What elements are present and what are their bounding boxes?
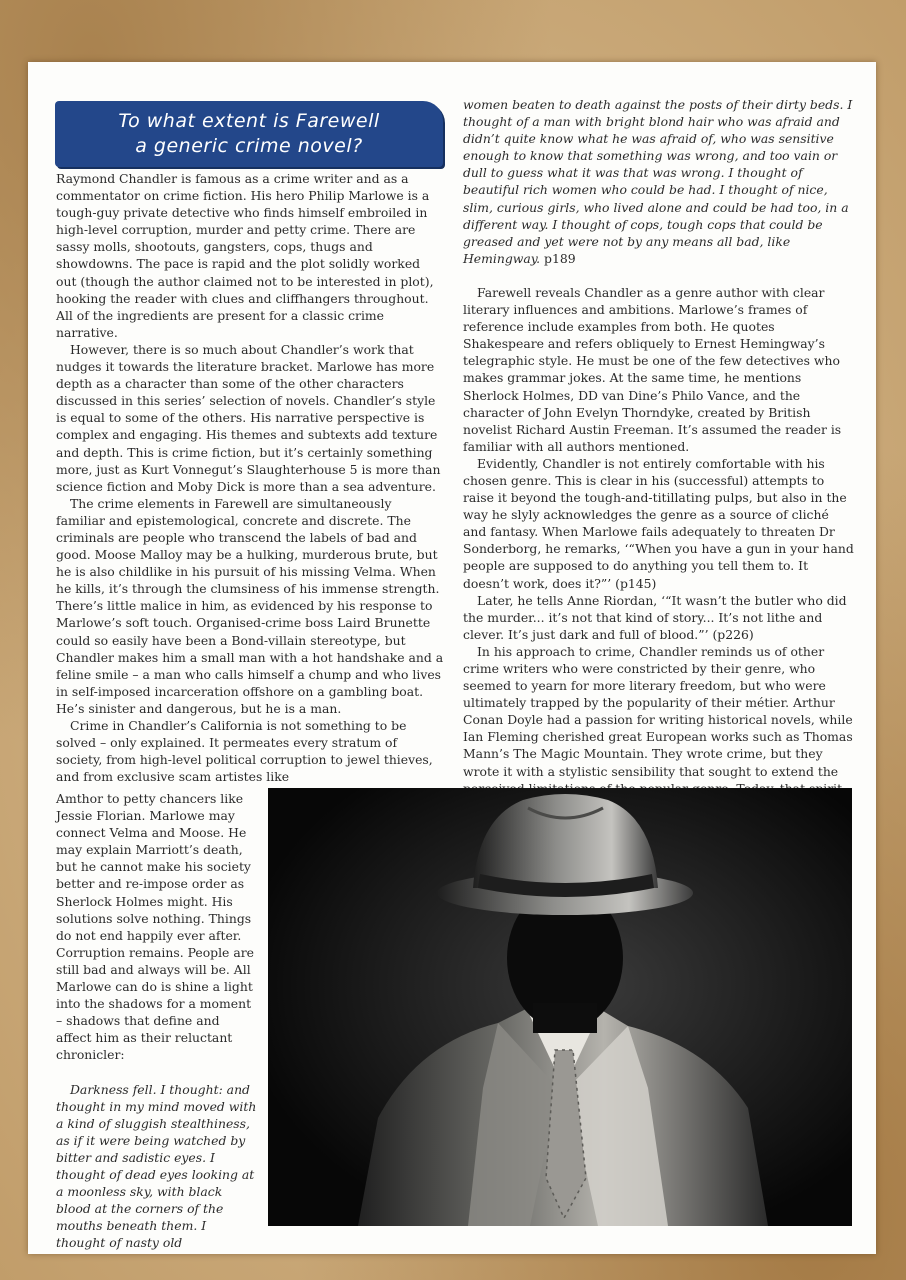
quote-page-ref-text: p189 <box>544 250 576 266</box>
quote-darkness-fell: Darkness fell. I thought: and thought in my mind moved with a kind of sluggish stealthiness, as if it were being watched by bitter and sadistic eyes. I thought of dead eyes looking at a moonless sky, with black blood at the corners of the mouths beneath them. I thought of nasty old <box>56 1081 257 1251</box>
neck-shadow <box>533 1003 597 1033</box>
quote-continued-text: women beaten to death against the posts of their dirty beds. I thought of a man with bright blond hair who was afraid and didn’t quite know what he was afraid of, who was sensitive enough to know that something was wrong, and too vain or dull to guess what it was that was wrong. I thought of beautiful rich women who could be had. I thought of nice, slim, curious girls, who lived alone and could be had too, in a different way. I thought of cops, tough cops that could be greased and yet were not by any means all bad, like Hemingway. <box>463 97 853 266</box>
noir-detective-photo <box>268 788 852 1226</box>
paragraph-literature: However, there is so much about Chandler’s work that nudges it towards the literature bracket. Marlowe has more depth as a character than some of the other characters discussed in this series’ selection of novels. Chandler’s style is equal to some of the others. His narrative perspective is complex and engaging. His themes and subtexts add texture and depth. This is crime fiction, but it’s certainly something more, just as Kurt Vonnegut’s Slaughterhouse 5 is more than science fiction and Moby Dick is more than a sea adventure. <box>56 341 441 494</box>
paragraph-uncomfortable: Evidently, Chandler is not entirely comfortable with his chosen genre. This is clear in his (successful) attempts to raise it beyond the tough-and-titillating pulps, but also in the way he slyly acknowledges the genre as a source of cliché and fantasy. When Marlowe fails adequately to threaten Dr Sonderborg, he remarks, ‘“When you have a gun in your hand people are supposed to do anything you tell them to. It doesn’t work, does it?”’ (p145) <box>463 455 854 591</box>
right-column <box>463 96 855 814</box>
article-title-line-2: a generic crime novel? <box>135 135 363 157</box>
paragraph-marlowe-light: Amthor to petty chancers like Jessie Florian. Marlowe may connect Velma and Moose. He may explain Marriott’s death, but he cannot make his society better and re-impose order as Sherlock Holmes might. His solutions solve nothing. Things do not end happily ever after. Corruption remains. People are still bad and always will be. All Marlowe can do is shine a light into the shadows for a moment – shadows that define and affect him as their reluctant chronicler: <box>56 791 254 1063</box>
paragraph-other-writers: In his approach to crime, Chandler reminds us of other crime writers who were constricted by their genre, who seemed to yearn for more literary freedom, but who were ultimately trapped by the popularity of their métier. Arthur Conan Doyle had a passion for writing historical novels, while Ian Fleming cherished great European works such as Thomas Mann’s The Magic Mountain. They wrote crime, but they wrote it with a stylistic sensibility that sought to extend the <box>463 643 853 779</box>
paragraph-crime-elements: The crime elements in Farewell are simultaneously familiar and epistemological, concrete and discrete. The criminals are people who transcend the labels of bad and good. Moose Malloy may be a hulking, murderous brute, but he is also childlike in his pursuit of his missing Velma. When he kills, it’s through the clumsiness of his immense strength. There’s little malice in him, as evidenced by his response to Marlowe’s soft touch. Organised-crime boss Laird Brunette could so easily have been a Bond-villain stereotype, but Chandler makes him a small man with a hot handshake and a feline smile – a man who calls himself a chump and who lives in self-imposed incarceration offshore on a gambling boat. He’s sinister and dangerous, but he is a man. <box>56 495 444 716</box>
quote-page-ref <box>540 251 576 266</box>
article-title <box>55 101 443 167</box>
narrow-column <box>56 790 258 1251</box>
paragraph-genre-author: Farewell reveals Chandler as a genre author with clear literary influences and ambitions. Marlowe’s frames of reference include examples from both. He quotes Shakespeare and refers obliquely to Ernest Hemingway’s telegraphic style. He must be one of the few detectives who makes grammar jokes. At the same time, he mentions Sherlock Holmes, DD van Dine’s Philo Vance, and the character of John Evelyn Thorndyke, created by British novelist Richard Austin Freeman. It’s assumed the reader is familiar with all authors mentioned. <box>463 284 842 454</box>
detective-figure-illustration <box>268 788 852 1226</box>
article-title-line-1: To what extent is Farewell <box>118 110 380 132</box>
paragraph-california: Crime in Chandler’s California is not something to be solved – only explained. It permeates every stratum of society, from high-level political corruption to jewel thieves, and from exclusive scam artistes like <box>56 718 433 785</box>
left-column <box>56 170 444 785</box>
quote-continued <box>463 96 855 267</box>
paragraph-intro: Raymond Chandler is famous as a crime writer and as a commentator on crime fiction. His hero Philip Marlowe is a tough-guy private detective who finds himself embroiled in high-level corruption, murder and petty crime. There are sassy molls, shootouts, gangsters, cops, thugs and showdowns. The pace is rapid and the plot solidly worked out (though the author claimed not to be interested in plot), hooking the reader with clues and cliffhangers throughout. All of the ingredients are present for a classic crime narrative. <box>56 171 434 340</box>
paragraph-butler: Later, he tells Anne Riordan, ‘“It wasn’t the butler who did the murder... it’s not that kind of story... It’s not lithe and clever. It’s just dark and full of blood.”’ (p226) <box>463 592 847 642</box>
